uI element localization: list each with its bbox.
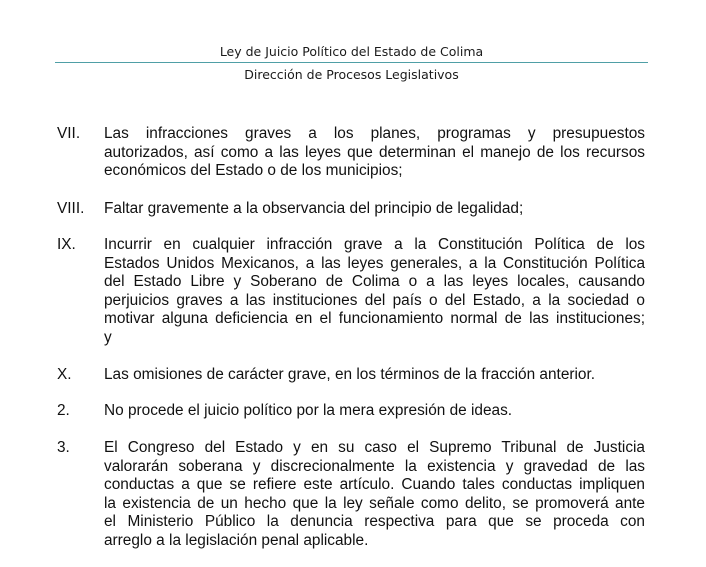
text-line: perjuicios graves a las instituciones del país o del Estado, a la sociedad o	[104, 291, 645, 309]
header-divider	[55, 62, 648, 63]
document-title: Ley de Juicio Político del Estado de Colima	[219, 44, 484, 59]
text-line: arreglo a la legislación penal aplicable.	[104, 531, 369, 549]
text-line: y	[104, 328, 112, 346]
document-subtitle: Dirección de Procesos Legislativos	[244, 67, 459, 82]
text-line: económicos del Estado o de los municipios;	[104, 162, 403, 180]
text-line: motivar alguna deficiencia en el funcionamiento normal de las instituciones;	[104, 310, 645, 328]
text-line: No procede el juicio político por la mera expresión de ideas.	[104, 402, 513, 419]
item-number: X.	[57, 366, 72, 383]
text-line: la existencia de un hecho que la ley señale como delito, se promoverá ante	[104, 494, 645, 512]
item-number: VII.	[57, 125, 81, 142]
text-line: Faltar gravemente a la observancia del principio de legalidad;	[104, 200, 524, 217]
item-text	[104, 439, 645, 551]
page-header	[55, 44, 648, 82]
item-text	[104, 200, 645, 219]
text-line: Incurrir en cualquier infracción grave a la Constitución Política de los	[104, 236, 645, 253]
text-line: conductas a que se refiere este artículo. Cuando tales conductas impliquen	[104, 476, 645, 494]
text-line: del Estado Libre y Soberano de Colima o a las leyes locales, causando	[104, 273, 645, 291]
item-number: VIII.	[57, 200, 85, 217]
text-line: el Ministerio Público la denuncia respectiva para que se proceda con	[104, 513, 645, 531]
item-number: IX.	[57, 236, 76, 253]
item-number: 2.	[57, 402, 70, 419]
item-text	[104, 236, 645, 348]
text-line: autorizados, así como a las leyes que determinan el manejo de los recursos	[104, 143, 645, 161]
text-line: El Congreso del Estado y en su caso el Supremo Tribunal de Justicia	[104, 439, 645, 456]
item-text	[104, 366, 645, 385]
text-line: Las infracciones graves a los planes, programas y presupuestos	[104, 125, 645, 142]
item-text	[104, 402, 645, 421]
text-line: Estados Unidos Mexicanos, a las leyes generales, a la Constitución Política	[104, 254, 645, 272]
text-line: valorarán soberana y discrecionalmente la existencia y gravedad de las	[104, 457, 645, 475]
text-line: Las omisiones de carácter grave, en los términos de la fracción anterior.	[104, 366, 596, 383]
item-text	[104, 125, 645, 181]
item-number: 3.	[57, 439, 70, 456]
